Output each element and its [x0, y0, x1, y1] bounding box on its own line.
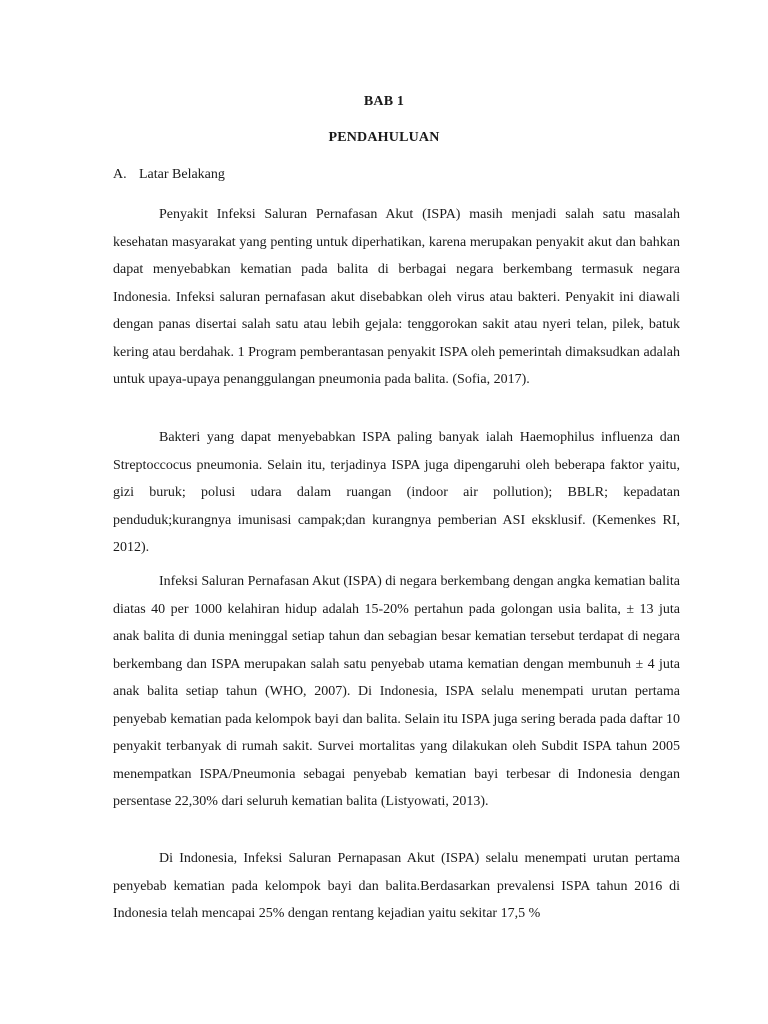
section-title: Latar Belakang	[139, 167, 225, 182]
paragraph-3: Infeksi Saluran Pernafasan Akut (ISPA) di negara berkembang dengan angka kematian balita diatas 40 per 1000 kelahiran hidup adalah 15-20% pertahun pada golongan usia balita, ± 13 juta anak balita di dunia meninggal setiap tahun dan sebagian besar kematian tersebut terdapat di negara berkembang dan ISPA merupakan salah satu penyebab utama kematian dengan membunuh ± 4 juta anak balita setiap tahun (WHO, 2007). Di Indonesia, ISPA selalu menempati urutan pertama penyebab kematian pada kelompok bayi dan balita. Selain itu ISPA juga sering berada pada daftar 10 penyakit terbanyak di rumah sakit. Survei mortalitas yang dilakukan oleh Subdit ISPA tahun 2005 menempatkan ISPA/Pneumonia sebagai penyebab kematian bayi terbesar di Indonesia dengan persentase 22,30% dari seluruh kematian balita (Listyowati, 2013).	[113, 574, 680, 809]
section-heading	[113, 167, 225, 183]
paragraph-4: Di Indonesia, Infeksi Saluran Pernapasan Akut (ISPA) selalu menempati urutan pertama penyebab kematian pada kelompok bayi dan balita.Berdasarkan prevalensi ISPA tahun 2016 di Indonesia telah mencapai 25% dengan rentang kejadian yaitu sekitar 17,5 %	[113, 851, 680, 921]
section-number: A.	[113, 167, 127, 182]
chapter-number: BAB 1	[363, 94, 405, 109]
paragraph-2: Bakteri yang dapat menyebabkan ISPA paling banyak ialah Haemophilus influenza dan Streptoccocus pneumonia. Selain itu, terjadinya ISPA juga dipengaruhi oleh beberapa faktor yaitu, gizi buruk; polusi udara dalam ruangan (indoor air pollution); BBLR; kepadatan penduduk;kurangnya imunisasi campak;dan kurangnya pemberian ASI eksklusif. (Kemenkes RI, 2012).	[113, 430, 680, 555]
chapter-title: PENDAHULUAN	[328, 130, 440, 145]
paragraph-1: Penyakit Infeksi Saluran Pernafasan Akut (ISPA) masih menjadi salah satu masalah kesehatan masyarakat yang penting untuk diperhatikan, karena merupakan penyakit akut dan bahkan dapat menyebabkan kematian pada balita di berbagai negara berkembang termasuk negara Indonesia. Infeksi saluran pernafasan akut disebabkan oleh virus atau bakteri. Penyakit ini diawali dengan panas disertai salah satu atau lebih gejala: tenggorokan sakit atau nyeri telan, pilek, batuk kering atau berdahak. 1 Program pemberantasan penyakit ISPA oleh pemerintah dimaksudkan adalah untuk upaya-upaya penanggulangan pneumonia pada balita. (Sofia, 2017).	[113, 207, 680, 387]
